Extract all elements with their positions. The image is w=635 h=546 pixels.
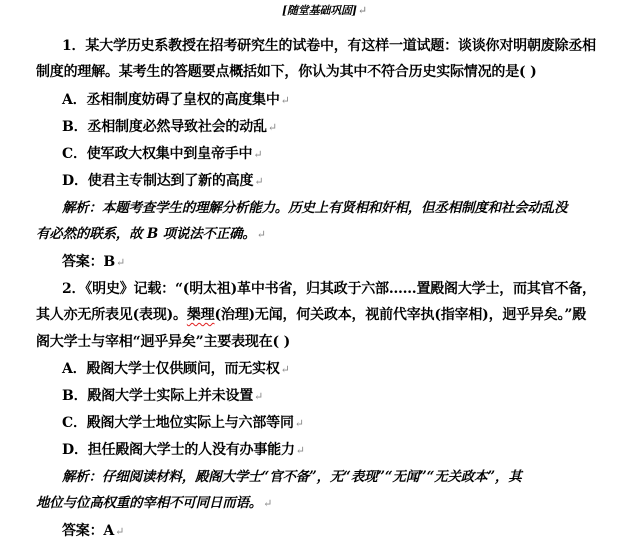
paragraph-mark-icon: ↵ (254, 390, 264, 403)
paragraph-mark-icon: ↵ (253, 148, 263, 161)
section-title: [随堂基础巩固]↵ (282, 4, 367, 17)
q2-analysis-line1: 解析：仔细阅读材料，殿阁大学士“官不备”，无“表现”“无闻”“无关政本”，其 (62, 469, 522, 485)
q2-analysis-line2: 地位与位高权重的宰相不可同日而语。↵ (36, 495, 273, 511)
q2-stem-line3: 阁大学士与宰相“迥乎异矣”主要表现在( ) (36, 334, 291, 350)
paragraph-mark-icon: ↵ (116, 256, 126, 269)
q2-option-c: C．殿阁大学士地位实际上与六部等同↵ (62, 415, 304, 431)
q2-stem-line2: 其人亦无所表见(表现)。椝理(治理)无闻，何关政本，视前代宰执(指宰相)，迥乎异矣。”殿 (36, 307, 587, 323)
paragraph-mark-icon: ↵ (256, 228, 266, 241)
paragraph-mark-icon: ↵ (267, 121, 277, 134)
q1-stem-line2: 制度的理解。某考生的答题要点概括如下，你认为其中不符合历史实际情况的是( ) (36, 64, 537, 80)
q2-answer: 答案：A↵ (62, 523, 125, 539)
q1-option-b: B．丞相制度必然导致社会的动乱↵ (62, 119, 277, 135)
q1-option-d: D．使君主专制达到了新的高度↵ (62, 173, 264, 189)
paragraph-mark-icon: ↵ (115, 525, 125, 538)
paragraph-mark-icon: ↵ (294, 417, 304, 430)
paragraph-mark-icon: ↵ (254, 175, 264, 188)
q2-option-b: B．殿阁大学士实际上并未设置↵ (62, 388, 264, 404)
q1-analysis-line1: 解析：本题考查学生的理解分析能力。历史上有贤相和奸相，但丞相制度和社会动乱没 (62, 200, 568, 216)
paragraph-mark-icon: ↵ (263, 497, 273, 510)
paragraph-mark-icon: ↵ (357, 4, 367, 17)
q2-option-a: A．殿阁大学士仅供顾问，而无实权↵ (62, 361, 290, 377)
spellcheck-underline: 椝理 (186, 307, 215, 323)
q2-stem-line1: 2．《明史》记载：“(明太祖)革中书省，归其政于六部……置殿阁大学士，而其官不备， (62, 281, 596, 297)
q2-option-d: D．担任殿阁大学士的人没有办事能力↵ (62, 442, 305, 458)
q1-option-c: C．使军政大权集中到皇帝手中↵ (62, 146, 263, 162)
paragraph-mark-icon: ↵ (280, 94, 290, 107)
q1-answer: 答案：B↵ (62, 254, 126, 270)
q1-analysis-line2: 有必然的联系，故 B 项说法不正确。↵ (36, 226, 266, 242)
q1-stem-line1: 1．某大学历史系教授在招考研究生的试卷中，有这样一道试题：谈谈你对明朝废除丞相 (62, 38, 596, 54)
q1-option-a: A．丞相制度妨碍了皇权的高度集中↵ (62, 92, 290, 108)
paragraph-mark-icon: ↵ (295, 444, 305, 457)
paragraph-mark-icon: ↵ (280, 363, 290, 376)
